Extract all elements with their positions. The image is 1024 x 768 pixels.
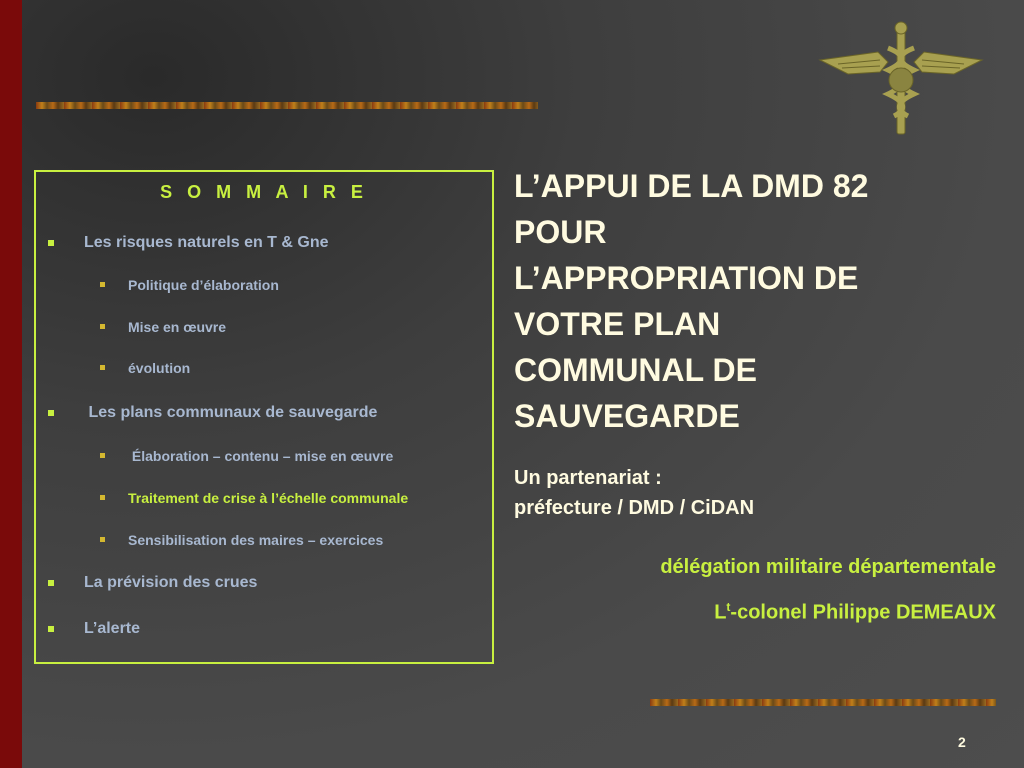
slide-title: L’APPUI DE LA DMD 82 POUR L’APPROPRIATION DE VOTRE PLAN COMMUNAL DE SAUVEGARDE xyxy=(514,168,869,434)
toc-subitem: Mise en œuvre xyxy=(128,319,226,335)
square-bullet-icon xyxy=(48,410,54,416)
toc-subitem: évolution xyxy=(128,360,190,376)
decorative-stripe-top xyxy=(36,102,538,109)
square-bullet-icon xyxy=(100,365,105,370)
toc-item: Les risques naturels en T & Gne xyxy=(84,234,329,252)
square-bullet-icon xyxy=(100,495,105,500)
partnership-text: Un partenariat : préfecture / DMD / CiDAN xyxy=(514,467,755,519)
left-accent-bar xyxy=(0,0,22,768)
toc-item: L’alerte xyxy=(84,620,140,638)
square-bullet-icon xyxy=(100,324,105,329)
toc-title: S O M M A I R E xyxy=(160,182,368,202)
square-bullet-icon xyxy=(100,282,105,287)
square-bullet-icon xyxy=(48,580,54,586)
winged-caduceus-emblem-icon xyxy=(818,18,984,138)
decorative-stripe-bottom xyxy=(650,699,996,706)
officer-name: $L^t$-colonel Philippe DEMEAUX xyxy=(714,600,996,624)
toc-subitem: Politique d’élaboration xyxy=(128,277,279,293)
table-of-contents xyxy=(34,170,494,664)
toc-subitem-highlighted: Traitement de crise à l’échelle communale xyxy=(128,490,408,506)
toc-item: La prévision des crues xyxy=(84,574,257,592)
page-number: 2 xyxy=(958,734,966,750)
square-bullet-icon xyxy=(48,626,54,632)
square-bullet-icon xyxy=(100,453,105,458)
toc-subitem: Sensibilisation des maires – exercices xyxy=(128,532,383,548)
toc-item: Les plans communaux de sauvegarde xyxy=(84,404,377,422)
toc-subitem: Élaboration – contenu – mise en œuvre xyxy=(128,448,393,464)
square-bullet-icon xyxy=(48,240,54,246)
square-bullet-icon xyxy=(100,537,105,542)
delegation-text: délégation militaire départementale xyxy=(660,556,996,578)
